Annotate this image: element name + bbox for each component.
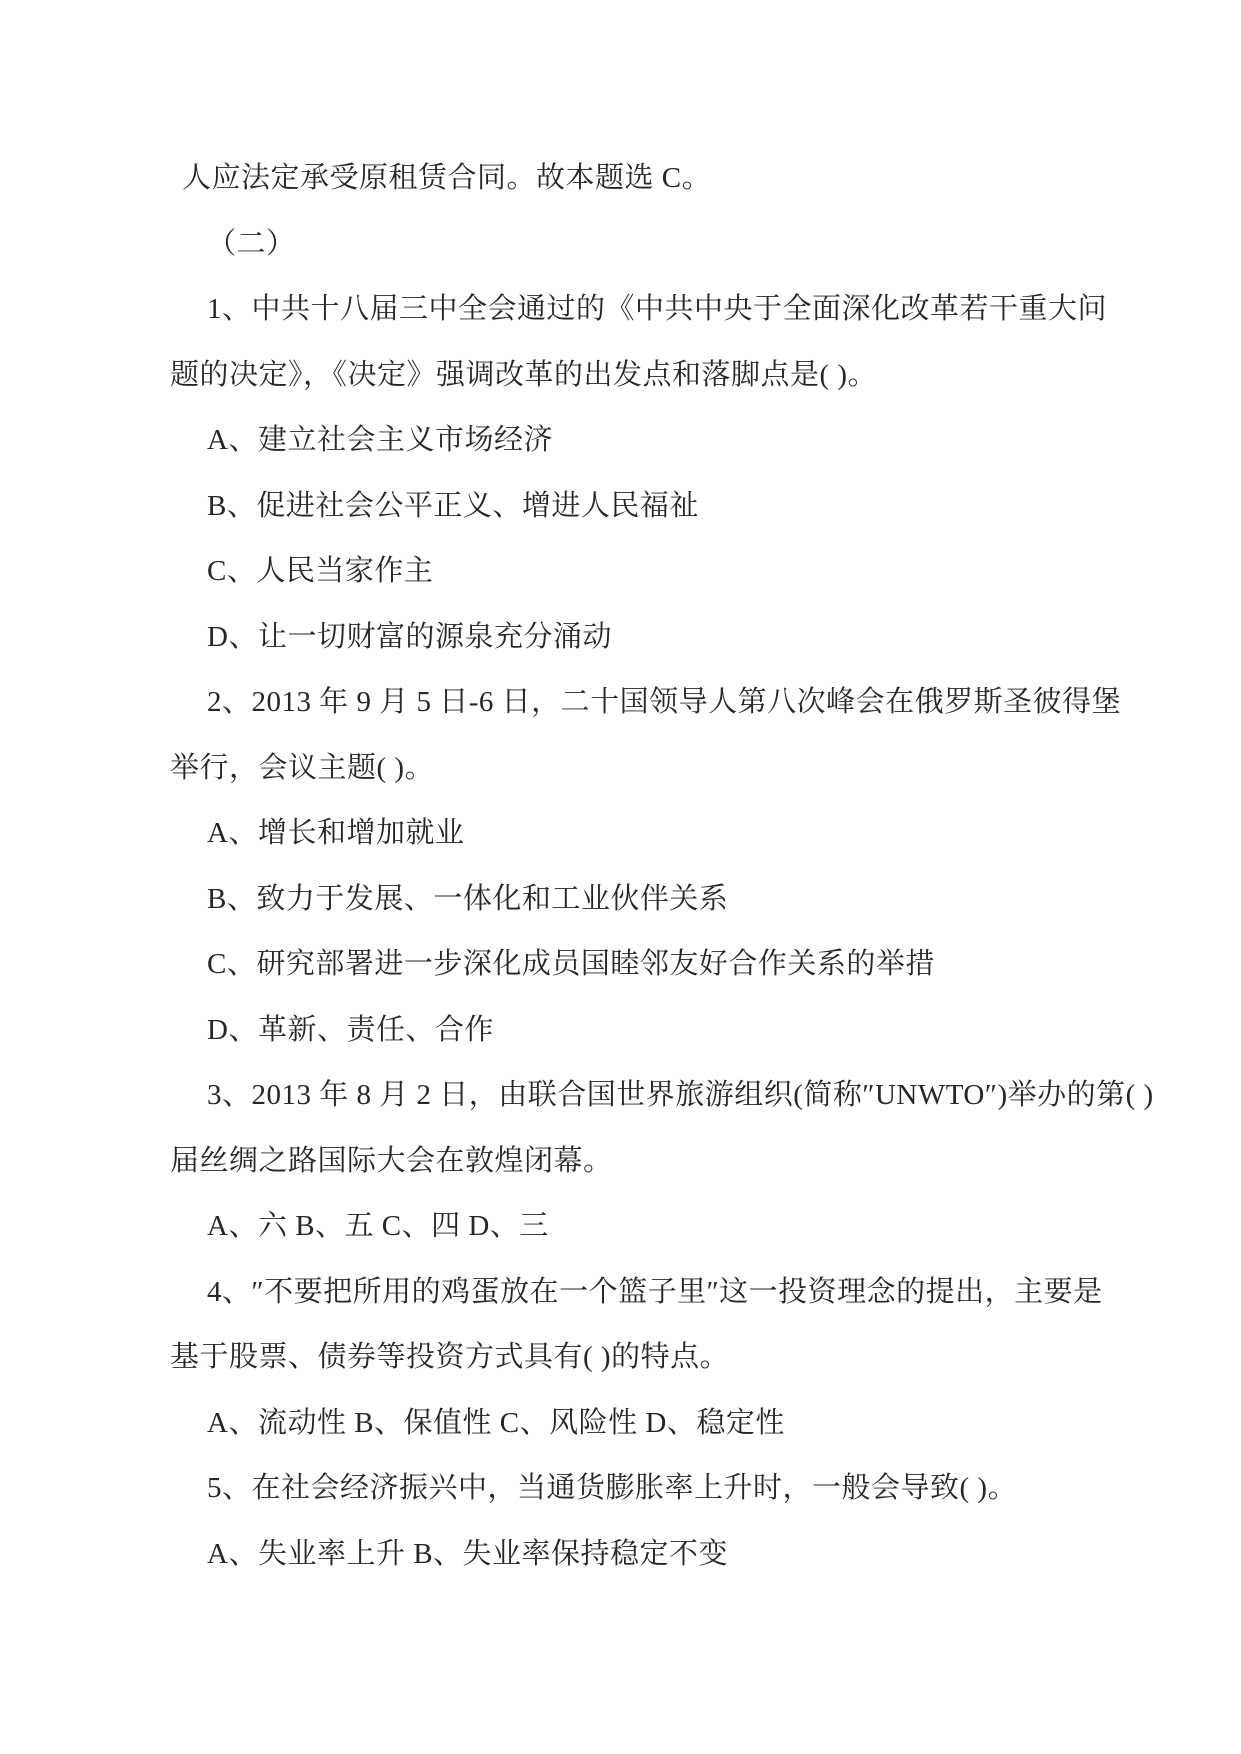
text-line: C、人民当家作主 [207,555,434,587]
text-line: 举行，会议主题( )。 [170,751,435,784]
text-line: 题的决定》，《决定》强调改革的出发点和落脚点是( )。 [170,358,878,391]
text-line: B、致力于发展、一体化和工业伙伴关系 [207,882,729,915]
text-line: 人应法定承受原租赁合同。故本题选 C。 [182,162,712,194]
text-line: 基于股票、债券等投资方式具有( )的特点。 [170,1341,730,1373]
text-line: C、研究部署进一步深化成员国睦邻友好合作关系的举措 [207,948,935,980]
text-line: D、让一切财富的源泉充分涌动 [207,620,612,653]
document-lines [170,146,1221,1587]
text-line: 3、2013 年 8 月 2 日，由联合国世界旅游组织(简称″UNWTO″)举办的第( ) [207,1079,1154,1111]
text-line: A、六 B、五 C、四 D、三 [207,1210,549,1242]
text-line: D、革新、责任、合作 [207,1013,494,1046]
text-line: 1、中共十八届三中全会通过的《中共中央于全面深化改革若干重大问 [207,293,1108,325]
text-line: 2、2013 年 9 月 5 日-6 日，二十国领导人第八次峰会在俄罗斯圣彼得堡 [207,686,1122,718]
text-line: A、流动性 B、保值性 C、风险性 D、稳定性 [207,1406,785,1439]
text-line: 4、″不要把所用的鸡蛋放在一个篮子里″这一投资理念的提出，主要是 [207,1275,1103,1308]
text-line: 届丝绸之路国际大会在敦煌闭幕。 [170,1144,613,1177]
text-line: A、失业率上升 B、失业率保持稳定不变 [207,1537,729,1570]
text-line: A、增长和增加就业 [207,817,465,849]
text-line: （二） [207,227,296,260]
text-line: A、建立社会主义市场经济 [207,424,553,456]
text-line: B、促进社会公平正义、增进人民福祉 [207,489,699,522]
text-line: 5、在社会经济振兴中，当通货膨胀率上升时，一般会导致( )。 [207,1472,1018,1504]
